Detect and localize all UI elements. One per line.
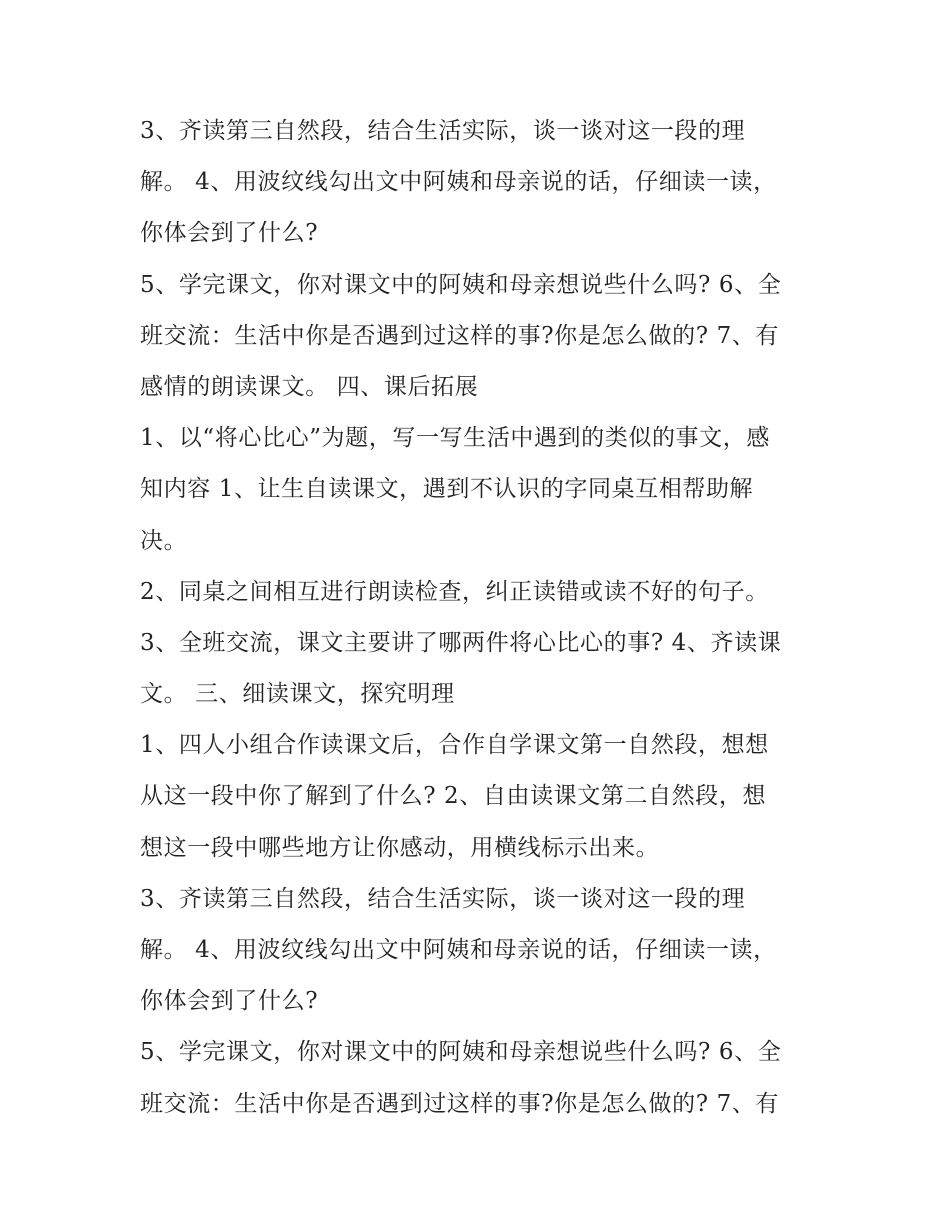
text-line: 解。 4、用波纹线勾出文中阿姨和母亲说的话，仔细读一读， bbox=[140, 169, 777, 196]
text-line: 3、齐读第三自然段，结合生活实际，谈一谈对这一段的理 bbox=[140, 885, 746, 912]
text-line: 3、全班交流，课文主要讲了哪两件将心比心的事? 4、齐读课 bbox=[140, 629, 782, 656]
text-line: 1、以“将心比心”为题，写一写生活中遇到的类似的事文，感 bbox=[140, 425, 770, 452]
text-line: 知内容 1、让生自读课文，遇到不认识的字同桌互相帮助解 bbox=[140, 476, 754, 503]
text-line: 决。 bbox=[140, 527, 188, 554]
text-line: 文。 三、细读课文，探究明理 bbox=[140, 681, 455, 708]
text-line: 5、学完课文，你对课文中的阿姨和母亲想说些什么吗? 6、全 bbox=[140, 271, 782, 298]
text-line: 班交流：生活中你是否遇到过这样的事?你是怎么做的? 7、有 bbox=[140, 1090, 780, 1117]
text-line: 想这一段中哪些地方让你感动，用横线标示出来。 bbox=[140, 834, 660, 861]
text-line: 你体会到了什么? bbox=[140, 988, 319, 1015]
text-line: 从这一段中你了解到了什么? 2、自由读课文第二自然段，想 bbox=[140, 783, 767, 810]
body-text bbox=[140, 106, 820, 1130]
text-line: 班交流：生活中你是否遇到过这样的事?你是怎么做的? 7、有 bbox=[140, 322, 780, 349]
text-line: 2、同桌之间相互进行朗读检查，纠正读错或读不好的句子。 bbox=[140, 578, 769, 605]
text-line: 5、学完课文，你对课文中的阿姨和母亲想说些什么吗? 6、全 bbox=[140, 1039, 782, 1066]
text-line: 解。 4、用波纹线勾出文中阿姨和母亲说的话，仔细读一读， bbox=[140, 937, 777, 963]
text-line: 1、四人小组合作读课文后，合作自学课文第一自然段，想想 bbox=[140, 732, 769, 759]
text-line: 感情的朗读课文。 四、课后拓展 bbox=[140, 373, 479, 400]
text-line: 你体会到了什么? bbox=[140, 220, 319, 247]
text-line: 3、齐读第三自然段，结合生活实际，谈一谈对这一段的理 bbox=[140, 118, 746, 144]
